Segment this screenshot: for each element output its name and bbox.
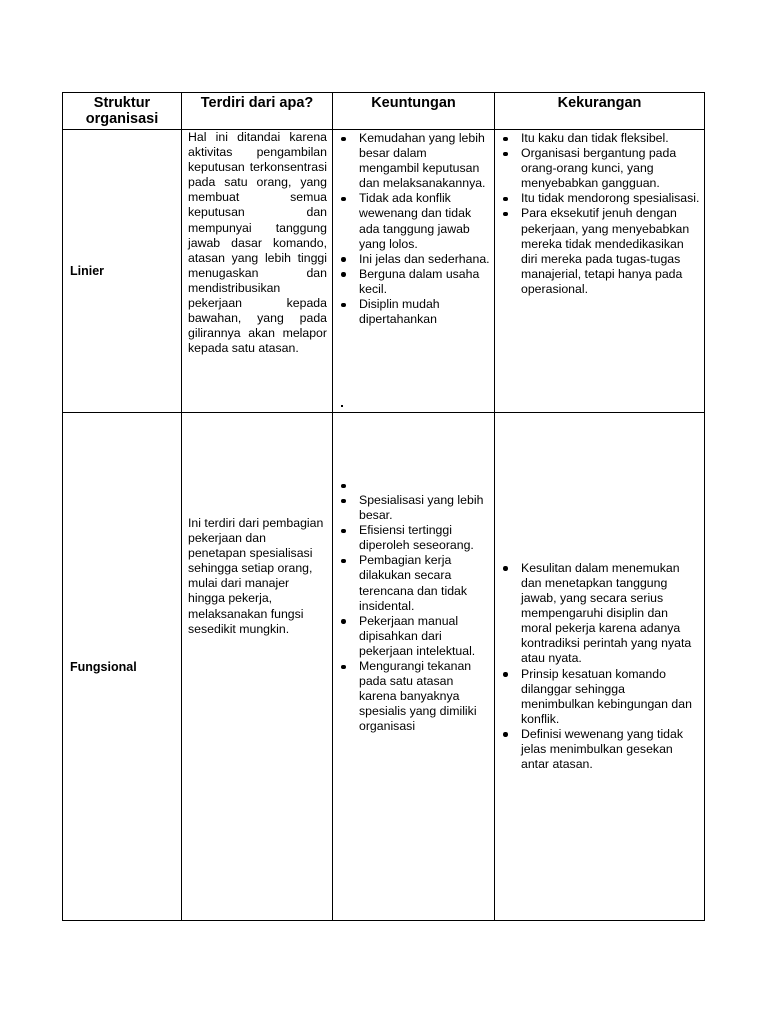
list-item: Disiplin mudah dipertahankan [333,297,494,327]
header-keuntungan: Keuntungan [333,93,495,130]
description-fungsional: Ini terdiri dari pembagian pekerjaan dan penetapan spesialisasi sehingga setiap orang, mulai dari manajer hingga pekerja, melaksanakan fungsi sesedikit mungkin. [188,516,324,636]
list-item: Kesulitan dalam menemukan dan menetapkan tanggung jawab, yang secara serius mempengaruhi disiplin dan moral pekerja karena adanya kontradiksi perintah yang nyata atau nyata. [495,561,704,667]
advantages-list-fungsional [333,478,494,735]
list-item: Mengurangi tekanan pada satu atasan karena banyaknya spesialis yang dimiliki organisasi [333,659,494,734]
table-row [63,130,705,413]
row-label-fungsional: Fungsional [63,413,182,921]
description-linier: Hal ini ditandai karena aktivitas pengambilan keputusan terkonsentrasi pada satu orang, yang membuat semua keputusan dan mempunyai tanggung jawab dasar komando, atasan yang lebih tinggi menugaskan dan mendistribusikan pekerjaan kepada bawahan, yang pada gilirannya akan melapor kepada satu atasan. [188,130,327,356]
disadvantages-list-fungsional [495,561,704,772]
list-item: Pembagian kerja dilakukan secara terencana dan tidak insidental. [333,553,494,613]
advantages-list-linier [333,131,494,327]
list-item: Pekerjaan manual dipisahkan dari pekerjaan intelektual. [333,614,494,659]
list-item: Organisasi bergantung pada orang-orang kunci, yang menyebabkan gangguan. [495,146,704,191]
header-struktur: Struktur organisasi [63,93,182,130]
table-row [63,413,705,921]
list-item: Ini jelas dan sederhana. [333,252,494,267]
disadvantages-list-linier [495,131,704,297]
stray-dot [341,405,343,407]
header-kekurangan: Kekurangan [495,93,705,130]
list-item: Definisi wewenang yang tidak jelas menimbulkan gesekan antar atasan. [495,727,704,772]
list-item: Para eksekutif jenuh dengan pekerjaan, yang menyebabkan mereka tidak mendedikasikan diri mereka pada tugas-tugas manajerial, tetapi hanya pada operasional. [495,206,704,297]
list-item: Spesialisasi yang lebih besar. [333,493,494,523]
organization-structure-table [62,92,705,921]
list-item: Berguna dalam usaha kecil. [333,267,494,297]
list-item: Itu tidak mendorong spesialisasi. [495,191,704,206]
list-item [333,478,494,493]
header-terdiri: Terdiri dari apa? [182,93,333,130]
list-item: Efisiensi tertinggi diperoleh seseorang. [333,523,494,553]
list-item: Prinsip kesatuan komando dilanggar sehingga menimbulkan kebingungan dan konflik. [495,667,704,727]
list-item: Itu kaku dan tidak fleksibel. [495,131,704,146]
row-label-linier: Linier [63,130,182,413]
list-item: Kemudahan yang lebih besar dalam mengambil keputusan dan melaksanakannya. [333,131,494,191]
header-row [63,93,705,130]
list-item: Tidak ada konflik wewenang dan tidak ada tanggung jawab yang lolos. [333,191,494,251]
